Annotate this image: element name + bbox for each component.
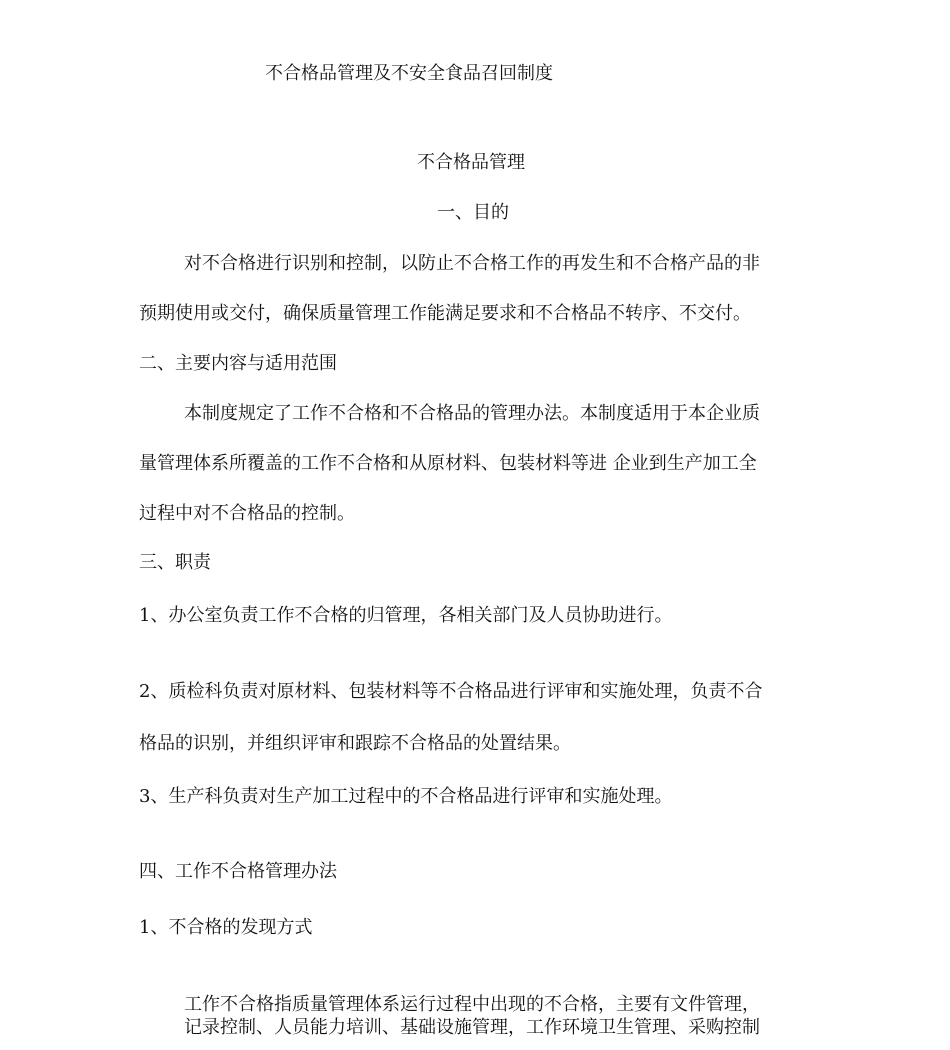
method-subheading-1: 1、不合格的发现方式 xyxy=(139,917,313,938)
scope-paragraph-line-1: 本制度规定了工作不合格和不合格品的管理办法。本制度适用于本企业质 xyxy=(184,403,760,424)
section-title: 不合格品管理 xyxy=(417,152,525,173)
duty-item-2-line-2: 格品的识别，并组织评审和跟踪不合格品的处置结果。 xyxy=(139,733,571,754)
duty-item-2-line-1: 2、质检科负责对原材料、包装材料等不合格品进行评审和实施处理，负责不合 xyxy=(139,681,763,702)
document-title: 不合格品管理及不安全食品召回制度 xyxy=(265,63,553,84)
duty-item-1: 1、办公室负责工作不合格的归管理，各相关部门及人员协助进行。 xyxy=(139,605,673,626)
purpose-paragraph-line-2: 预期使用或交付，确保质量管理工作能满足要求和不合格品不转序、不交付。 xyxy=(139,303,751,324)
method-paragraph-line-1: 工作不合格指质量管理体系运行过程中出现的不合格，主要有文件管理， xyxy=(184,994,760,1015)
method-paragraph-line-2: 记录控制、人员能力培训、基础设施管理，工作环境卫生管理、采购控制 xyxy=(184,1017,760,1038)
purpose-paragraph-line-1: 对不合格进行识别和控制，以防止不合格工作的再发生和不合格产品的非 xyxy=(184,253,760,274)
scope-paragraph-line-3: 过程中对不合格品的控制。 xyxy=(139,503,355,524)
duty-heading: 三、职责 xyxy=(139,552,211,573)
purpose-heading: 一、目的 xyxy=(437,202,509,223)
scope-heading: 二、主要内容与适用范围 xyxy=(139,353,337,374)
method-heading: 四、工作不合格管理办法 xyxy=(139,861,337,882)
duty-item-3: 3、生产科负责对生产加工过程中的不合格品进行评审和实施处理。 xyxy=(139,786,673,807)
scope-paragraph-line-2: 量管理体系所覆盖的工作不合格和从原材料、包装材料等进 企业到生产加工全 xyxy=(139,453,757,474)
